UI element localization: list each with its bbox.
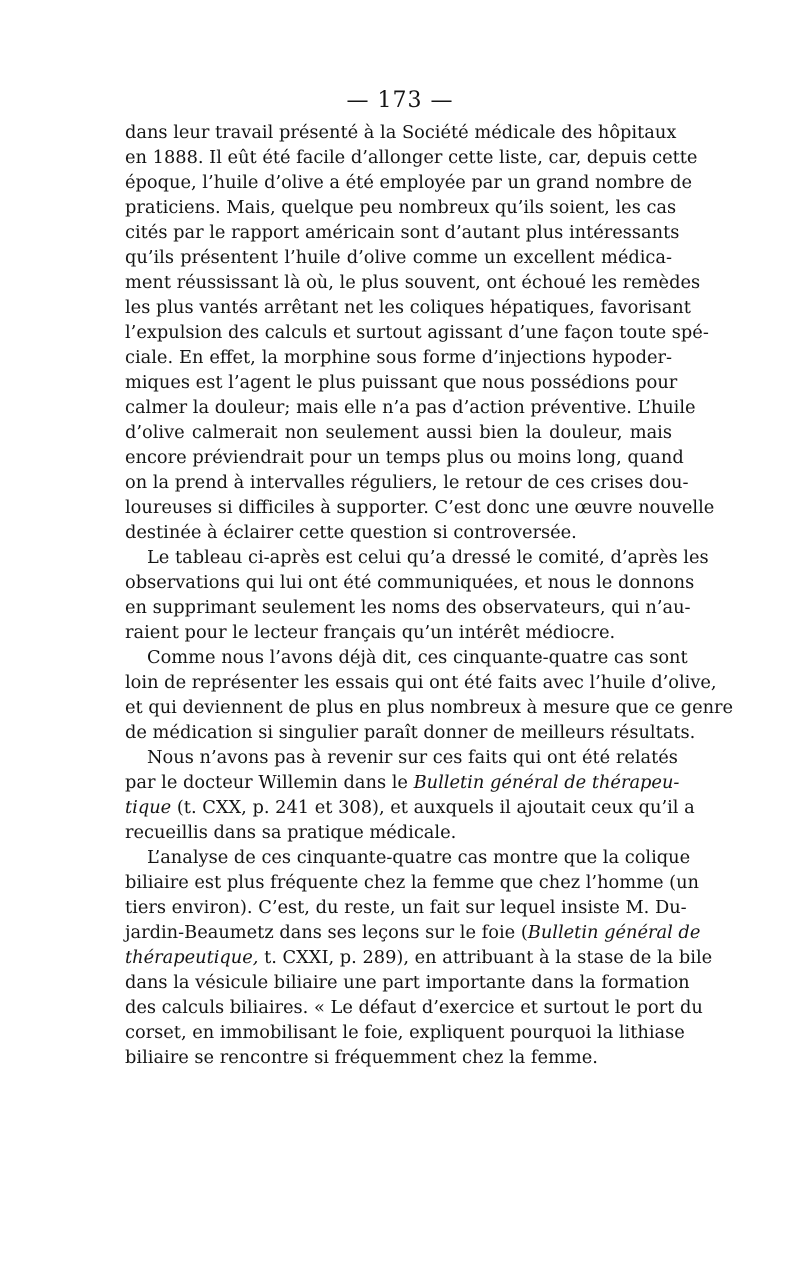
text-segment: dans la vésicule biliaire une part importante dans la formation [125, 972, 690, 993]
text-segment: observations qui lui ont été communiquées, et nous le donnons [125, 572, 695, 593]
text-line [125, 745, 678, 770]
text-segment: de médication si singulier paraît donner de meilleurs résultats. [125, 722, 696, 743]
text-line [125, 720, 696, 745]
text-segment: dans leur travail présenté à la Société médicale des hôpitaux [125, 122, 677, 143]
text-line [125, 270, 701, 295]
text-line [125, 845, 691, 870]
text-segment: d’olive calmerait non seulement aussi bien la douleur, mais [125, 422, 672, 443]
text-line [125, 695, 734, 720]
text-segment: cités par le rapport américain sont d’autant plus intéressants [125, 222, 680, 243]
text-line [125, 870, 699, 895]
text-segment: corset, en immobilisant le foie, expliquent pourquoi la lithiase [125, 1022, 685, 1043]
text-line [125, 295, 691, 320]
text-segment: on la prend à intervalles réguliers, le retour de ces crises dou- [125, 472, 689, 493]
text-line [125, 220, 680, 245]
text-line [125, 545, 709, 570]
text-segment: Le tableau ci-après est celui qu’a dressé le comité, d’après les [147, 547, 709, 568]
text-segment: calmer la douleur; mais elle n’a pas d’action préventive. L’huile [125, 397, 696, 418]
text-line [125, 770, 680, 795]
text-line [125, 495, 715, 520]
paragraph [125, 745, 695, 845]
text-segment: L’analyse de ces cinquante-quatre cas montre que la colique [147, 847, 691, 868]
text-line [125, 170, 693, 195]
text-line [125, 120, 677, 145]
text-segment: l’expulsion des calculs et surtout agissant d’une façon toute spé- [125, 322, 709, 343]
text-line [125, 445, 684, 470]
body-text [125, 120, 734, 1070]
text-segment: par le docteur Willemin dans le [125, 772, 414, 793]
text-line [125, 195, 677, 220]
text-segment: Comme nous l’avons déjà dit, ces cinquante-quatre cas sont [147, 647, 688, 668]
text-segment: t. CXXI, p. 289), en attribuant à la stase de la bile [258, 947, 713, 968]
text-segment: tiers environ). C’est, du reste, un fait sur lequel insiste M. Du- [125, 897, 687, 918]
text-segment: Nous n’avons pas à revenir sur ces faits qui ont été relatés [147, 747, 678, 768]
text-segment: qu’ils présentent l’huile d’olive comme un excellent médica- [125, 247, 672, 268]
text-segment: des calculs biliaires. « Le défaut d’exercice et surtout le port du [125, 997, 703, 1018]
text-segment: jardin-Beaumetz dans ses leçons sur le foie ( [125, 922, 528, 943]
text-segment: loin de représenter les essais qui ont été faits avec l’huile d’olive, [125, 672, 717, 693]
text-line [125, 395, 696, 420]
text-line [125, 620, 672, 645]
text-line [125, 470, 689, 495]
italic-text: Bulletin général de thérapeu- [413, 772, 680, 793]
text-line [125, 645, 688, 670]
paragraph [125, 845, 713, 1070]
text-line [125, 895, 687, 920]
paragraph [125, 645, 734, 745]
text-segment: praticiens. Mais, quelque peu nombreux qu’ils soient, les cas [125, 197, 677, 218]
text-segment: époque, l’huile d’olive a été employée par un grand nombre de [125, 172, 693, 193]
text-line [125, 1020, 685, 1045]
text-line [125, 145, 698, 170]
text-line [125, 1045, 672, 1070]
text-segment: (t. CXX, p. 241 et 308), et auxquels il ajoutait ceux qu’il a [171, 797, 695, 818]
text-line [125, 595, 691, 620]
text-line [125, 345, 672, 370]
text-segment: raient pour le lecteur français qu’un intérêt médiocre. [125, 622, 616, 643]
text-segment: ment réussissant là où, le plus souvent, ont échoué les remèdes [125, 272, 701, 293]
text-line [125, 420, 672, 445]
text-segment: biliaire est plus fréquente chez la femme que chez l’homme (un [125, 872, 699, 893]
text-line [125, 670, 717, 695]
text-segment: biliaire se rencontre si fréquemment chez la femme. [125, 1047, 598, 1068]
text-line [125, 245, 672, 270]
text-line [125, 970, 690, 995]
paragraph [125, 120, 715, 545]
text-line [125, 945, 713, 970]
page-number: — 173 — [346, 88, 454, 113]
paragraph [125, 545, 709, 645]
text-segment: encore préviendrait pour un temps plus ou moins long, quand [125, 447, 684, 468]
text-line [125, 520, 672, 545]
text-segment: recueillis dans sa pratique médicale. [125, 822, 457, 843]
text-segment: en 1888. Il eût été facile d’allonger cette liste, car, depuis cette [125, 147, 698, 168]
italic-text: Bulletin général de [527, 922, 701, 943]
text-line [125, 995, 703, 1020]
text-line [125, 795, 695, 820]
text-line [125, 320, 709, 345]
text-segment: miques est l’agent le plus puissant que nous possédions pour [125, 372, 678, 393]
text-line [125, 920, 701, 945]
italic-text: tique [125, 797, 172, 818]
text-segment: en supprimant seulement les noms des observateurs, qui n’au- [125, 597, 691, 618]
text-line [125, 570, 695, 595]
text-line [125, 820, 672, 845]
italic-text: thérapeutique, [125, 947, 259, 968]
text-line [125, 370, 678, 395]
text-segment: loureuses si difficiles à supporter. C’est donc une œuvre nouvelle [125, 497, 715, 518]
text-segment: ciale. En effet, la morphine sous forme d’injections hypoder- [125, 347, 672, 368]
text-segment: les plus vantés arrêtant net les coliques hépatiques, favorisant [125, 297, 691, 318]
text-segment: destinée à éclairer cette question si controversée. [125, 522, 577, 543]
text-segment: et qui deviennent de plus en plus nombreux à mesure que ce genre [125, 697, 734, 718]
